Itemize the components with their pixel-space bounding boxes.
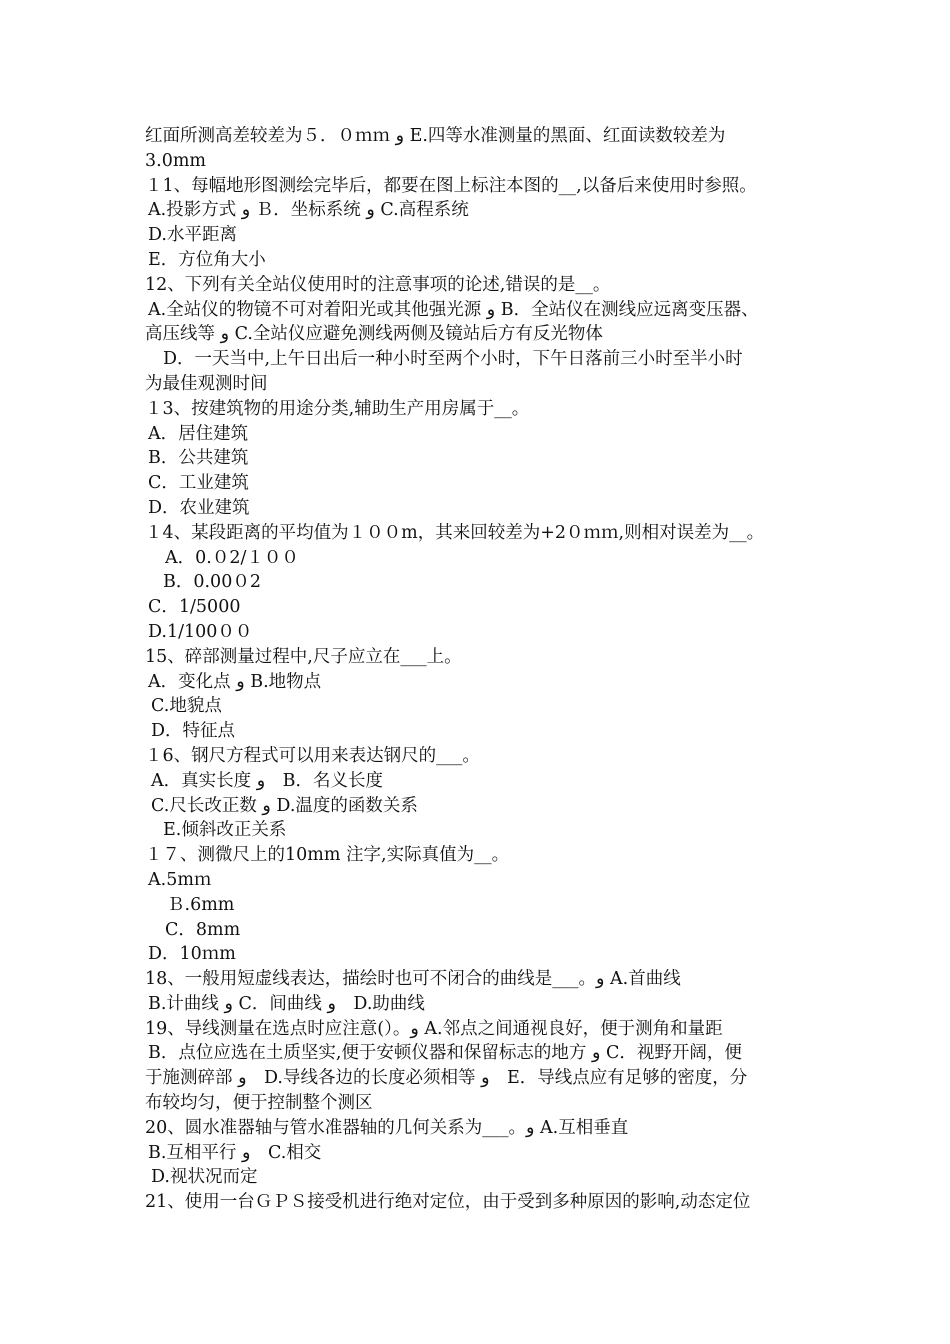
text-line: B．公共建筑 <box>148 448 249 469</box>
text-line: C．8mm <box>165 919 241 940</box>
text-line: D．农业建筑 <box>148 497 250 518</box>
text-line: １1、每幅地形图测绘完毕后，都要在图上标注本图的__,以备后来使用时参照。 <box>145 175 757 196</box>
text-line: A．变化点 و B.地物点 <box>148 671 322 692</box>
text-line: A．0.０2/１００ <box>165 547 299 568</box>
text-line: A.全站仪的物镜不可对着阳光或其他强光源 و B．全站仪在测线应远离变压器、 <box>148 299 759 320</box>
text-line: C.地貌点 <box>151 696 222 717</box>
text-line: A．居住建筑 <box>148 423 249 444</box>
text-line: 红面所测高差较差为５．０ｍｍ و E.四等水准测量的黑面、红面读数较差为 <box>145 126 726 146</box>
text-line: D.视状况而定 <box>151 1167 258 1188</box>
text-line: Ｂ.6mm <box>167 894 235 915</box>
text-line: 12、下列有关全站仪使用时的注意事项的论述,错误的是__。 <box>145 274 611 295</box>
text-line: E．方位角大小 <box>148 249 266 270</box>
text-line: 15、碎部测量过程中,尺子应立在___上。 <box>145 646 462 667</box>
text-line: 19、导线测量在选点时应注意(）。و A.邻点之间通视良好，便于测角和量距 <box>145 1018 723 1039</box>
text-line: B．点位应选在土质坚实,便于安顿仪器和保留标志的地方 و C．视野开阔，便 <box>148 1043 742 1064</box>
text-line: C．1/5000 <box>148 597 241 618</box>
text-line: １6、钢尺方程式可以用来表达钢尺的___。 <box>145 745 480 766</box>
text-line: １4、某段距离的平均值为１００m，其来回较差为+2０ｍｍ,则相对误差为__。 <box>145 522 765 543</box>
text-line: E.倾斜改正关系 <box>163 820 287 841</box>
text-line: C．工业建筑 <box>148 473 249 494</box>
text-line: 布较均匀，便于控制整个测区 <box>145 1093 373 1114</box>
text-line: A.投影方式 و Ｂ．坐标系统 و C.高程系统 <box>148 200 469 221</box>
text-line: B．0.00０2 <box>163 572 261 593</box>
text-line: 20、圆水准器轴与管水准器轴的几何关系为___。و A.互相垂直 <box>145 1117 629 1138</box>
text-line: D．一天当中,上午日出后一种小时至两个小时，下午日落前三小时至半小时 <box>163 349 743 370</box>
text-line: 18、一般用短虚线表达，描绘时也可不闭合的曲线是___。و A.首曲线 <box>145 969 681 990</box>
text-line: １７、测微尺上的10mm 注字,实际真值为__。 <box>145 845 510 866</box>
text-line: 于施测碎部 و D.导线各边的长度必须相等 و E．导线点应有足够的密度，分 <box>145 1068 748 1089</box>
text-line: 21、使用一台ＧＰＳ接受机进行绝对定位，由于受到多种原因的影响,动态定位 <box>145 1192 751 1213</box>
text-line: D.水平距离 <box>148 225 237 246</box>
text-line: D．10ｍm <box>148 944 236 965</box>
text-line: C.尺长改正数 و D.温度的函数关系 <box>151 795 418 816</box>
text-line: D．特征点 <box>151 721 236 742</box>
text-line: B.互相平行 و C.相交 <box>148 1142 322 1163</box>
text-line: D.1/100００ <box>148 621 253 642</box>
text-line: A．真实长度 و B．名义长度 <box>151 770 384 791</box>
text-line: A.5mｍ <box>148 869 212 890</box>
text-line: 高压线等 و C.全站仪应避免测线两侧及镜站后方有反光物体 <box>145 324 603 345</box>
text-line: 为最佳观测时间 <box>145 373 268 394</box>
text-line: B.计曲线 و C．间曲线 و D.助曲线 <box>148 993 425 1014</box>
text-line: 3.0mm <box>145 150 207 171</box>
document-body <box>145 124 835 1215</box>
text-line: １3、按建筑物的用途分类,辅助生产用房属于__。 <box>145 398 530 419</box>
